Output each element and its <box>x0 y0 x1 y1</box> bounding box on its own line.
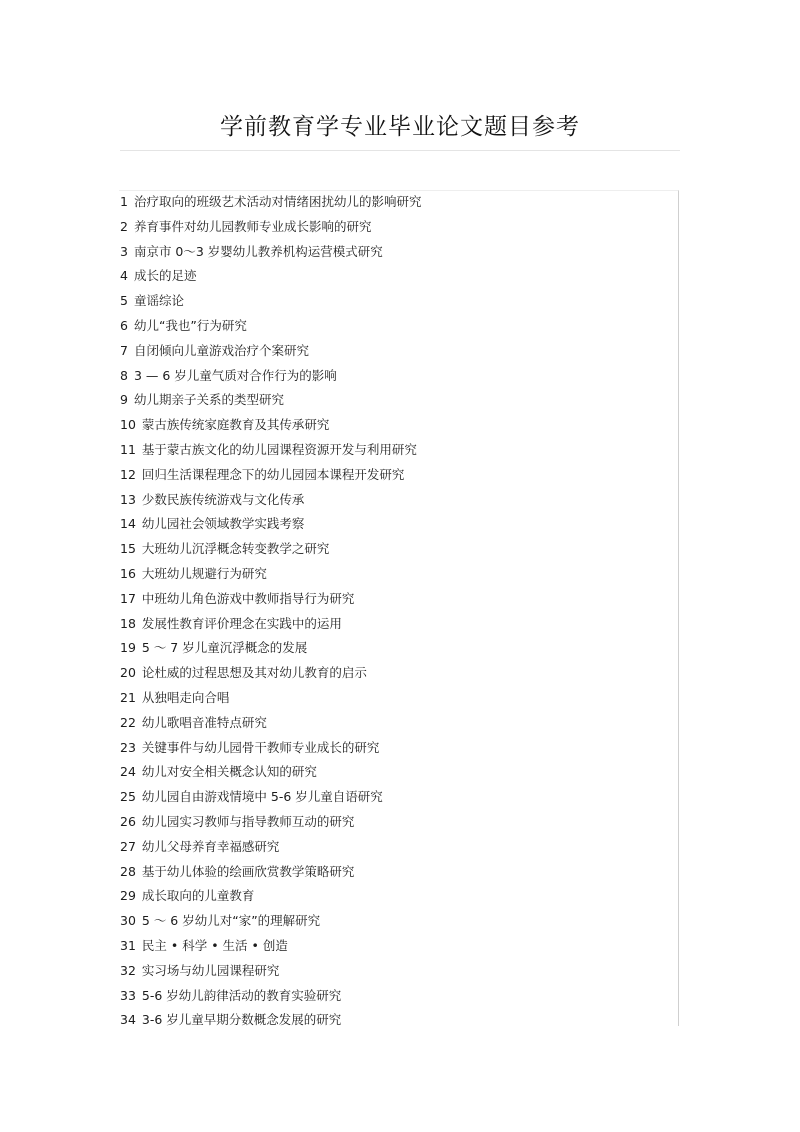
topic-text: 幼儿园实习教师与指导教师互动的研究 <box>141 813 355 829</box>
list-item <box>120 415 670 440</box>
topic-number: 13 <box>120 491 136 507</box>
topic-number: 4 <box>120 268 128 284</box>
topic-number: 18 <box>120 615 136 631</box>
topic-number: 3 <box>120 243 128 259</box>
list-item <box>120 911 670 936</box>
list-item <box>120 862 670 887</box>
topic-text: 成长的足迹 <box>133 268 197 284</box>
list-item <box>120 465 670 490</box>
topic-text: 养育事件对幼儿园教师专业成长影响的研究 <box>133 218 372 234</box>
topic-text: 幼儿园社会领域教学实践考察 <box>141 516 305 532</box>
topic-number: 30 <box>120 913 136 929</box>
topic-number: 17 <box>120 590 136 606</box>
topic-text: 中班幼儿角色游戏中教师指导行为研究 <box>141 590 355 606</box>
topic-number: 21 <box>120 689 136 705</box>
list-item <box>120 366 670 391</box>
topic-text: 幼儿园自由游戏情境中 5-6 岁儿童自语研究 <box>141 789 383 805</box>
topic-text: 幼儿歌唱音准特点研究 <box>141 714 267 730</box>
list-item <box>120 490 670 515</box>
topic-number: 2 <box>120 218 128 234</box>
topic-number: 10 <box>120 417 136 433</box>
list-item <box>120 341 670 366</box>
topic-text: 成长取向的儿童教育 <box>141 888 255 904</box>
list-item <box>120 192 670 217</box>
topic-text: 大班幼儿沉浮概念转变教学之研究 <box>141 541 330 557</box>
topic-number: 25 <box>120 789 136 805</box>
topic-text: 蒙古族传统家庭教育及其传承研究 <box>141 417 330 433</box>
topic-number: 5 <box>120 293 128 309</box>
list-item <box>120 316 670 341</box>
topic-number: 11 <box>120 441 136 457</box>
topic-number: 23 <box>120 739 136 755</box>
topic-text: 少数民族传统游戏与文化传承 <box>141 491 305 507</box>
list-item <box>120 266 670 291</box>
list-item <box>120 663 670 688</box>
topic-text: 论杜威的过程思想及其对幼儿教育的启示 <box>141 665 367 681</box>
topic-number: 28 <box>120 863 136 879</box>
list-item <box>120 713 670 738</box>
topic-text: 幼儿“我也”行为研究 <box>133 317 247 333</box>
list-item <box>120 936 670 961</box>
topic-number: 26 <box>120 813 136 829</box>
topic-text: 从独唱走向合唱 <box>141 689 230 705</box>
topic-text: 回归生活课程理念下的幼儿园园本课程开发研究 <box>141 466 405 482</box>
topic-text: 3 — 6 岁儿童气质对合作行为的影响 <box>133 367 337 383</box>
topic-number: 6 <box>120 317 128 333</box>
topic-number: 12 <box>120 466 136 482</box>
list-item <box>120 961 670 986</box>
topic-text: 实习场与幼儿园课程研究 <box>141 962 280 978</box>
list-item <box>120 738 670 763</box>
topic-text: 关键事件与幼儿园骨干教师专业成长的研究 <box>141 739 380 755</box>
topic-number: 34 <box>120 1012 136 1028</box>
topic-text: 发展性教育评价理念在实践中的运用 <box>141 615 342 631</box>
topic-number: 31 <box>120 937 136 953</box>
list-item <box>120 242 670 267</box>
topic-number: 19 <box>120 640 136 656</box>
topic-number: 9 <box>120 392 128 408</box>
topic-number: 33 <box>120 987 136 1003</box>
topic-text: 治疗取向的班级艺术活动对情绪困扰幼儿的影响研究 <box>133 194 422 209</box>
topic-number: 15 <box>120 541 136 557</box>
list-item <box>120 886 670 911</box>
topic-number: 14 <box>120 516 136 532</box>
topic-text: 童谣综论 <box>133 293 184 309</box>
topic-text: 3-6 岁儿童早期分数概念发展的研究 <box>141 1012 342 1028</box>
topic-text: 5 ～ 7 岁儿童沉浮概念的发展 <box>141 640 308 656</box>
list-item <box>120 688 670 713</box>
list-item <box>120 986 670 1011</box>
page-title: 学前教育学专业毕业论文题目参考 <box>220 114 580 140</box>
topic-number: 7 <box>120 342 128 358</box>
list-item <box>120 1010 670 1035</box>
topic-number: 32 <box>120 962 136 978</box>
list-item <box>120 539 670 564</box>
topic-number: 1 <box>120 194 128 209</box>
topic-number: 24 <box>120 764 136 780</box>
list-item <box>120 217 670 242</box>
topic-text: 基于蒙古族文化的幼儿园课程资源开发与利用研究 <box>141 441 417 457</box>
topic-number: 27 <box>120 838 136 854</box>
topic-number: 16 <box>120 565 136 581</box>
topic-text: 幼儿期亲子关系的类型研究 <box>133 392 284 408</box>
topic-text: 南京市 0～3 岁婴幼儿教养机构运营模式研究 <box>133 243 383 259</box>
topic-number: 22 <box>120 714 136 730</box>
list-item <box>120 614 670 639</box>
list-item <box>120 787 670 812</box>
list-item <box>120 564 670 589</box>
list-item <box>120 589 670 614</box>
topic-text: 5 ～ 6 岁幼儿对“家”的理解研究 <box>141 913 321 929</box>
list-item <box>120 514 670 539</box>
list-item <box>120 762 670 787</box>
title-divider <box>120 150 680 151</box>
topic-text: 基于幼儿体验的绘画欣赏教学策略研究 <box>141 863 355 879</box>
topic-text: 5-6 岁幼儿韵律活动的教育实验研究 <box>141 987 342 1003</box>
topic-text: 民主 • 科学 • 生活 • 创造 <box>141 937 288 953</box>
list-item <box>120 440 670 465</box>
topic-number: 8 <box>120 367 128 383</box>
list-item <box>120 390 670 415</box>
topic-text: 大班幼儿规避行为研究 <box>141 565 267 581</box>
topic-text: 幼儿对安全相关概念认知的研究 <box>141 764 317 780</box>
topic-text: 幼儿父母养育幸福感研究 <box>141 838 280 854</box>
topic-number: 20 <box>120 665 136 681</box>
list-item <box>120 638 670 663</box>
topic-list <box>120 192 670 1035</box>
list-item <box>120 812 670 837</box>
topic-number: 29 <box>120 888 136 904</box>
topic-text: 自闭倾向儿童游戏治疗个案研究 <box>133 342 309 358</box>
list-item <box>120 291 670 316</box>
list-item <box>120 837 670 862</box>
